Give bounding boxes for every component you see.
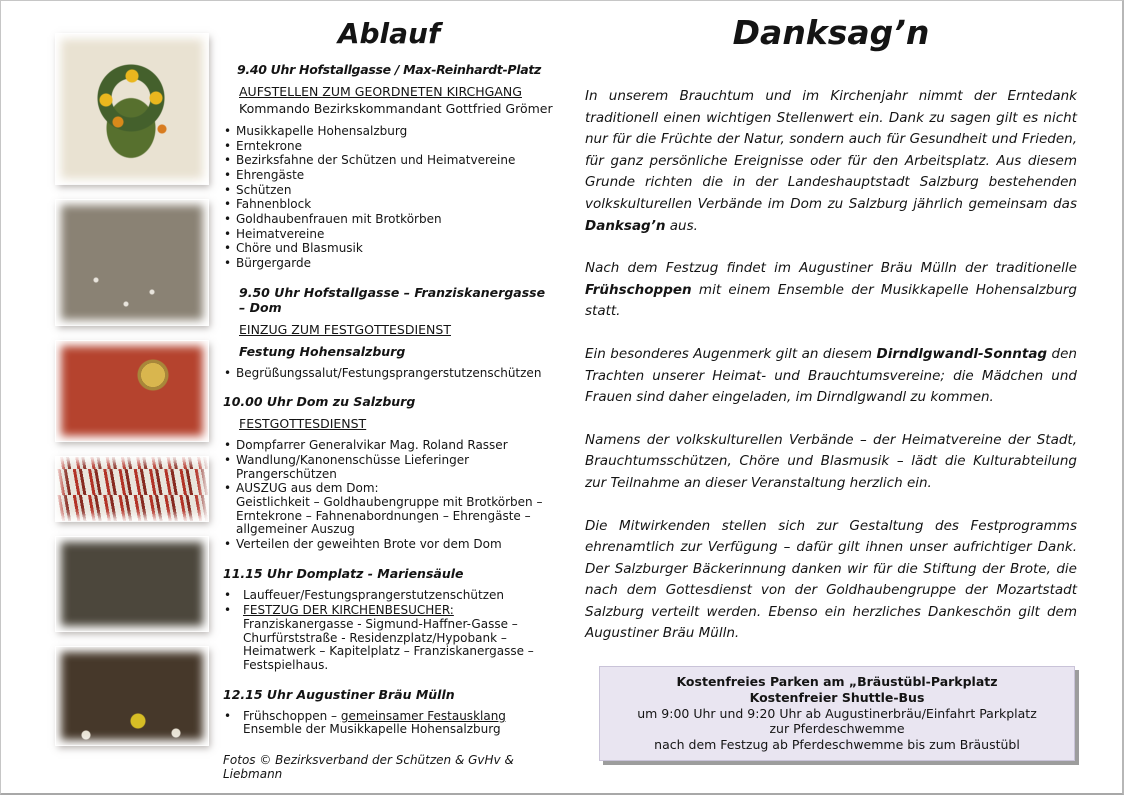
list-item: • Verteilen der geweihten Brote vor dem Dom xyxy=(223,538,555,552)
info-line-rueckfahrt: nach dem Festzug ab Pferdeschwemme bis zum Bräustübl xyxy=(654,737,1020,753)
kirchgang-list xyxy=(223,125,555,271)
photo-strip xyxy=(56,34,208,745)
photo-congregation-dom xyxy=(56,200,208,325)
festzug-route: Franziskanergasse - Sigmund-Haffner-Gasse – Churfürststraße - Residenzplatz/Hypobank – Heimatwerk – Kapitelplatz – Franziskanergasse – Festspielhaus. xyxy=(243,617,534,673)
info-line-parken: Kostenfreies Parken am „Bräustübl-Parkplatz xyxy=(676,674,998,690)
section-950-subtitle: Festung Hohensalzburg xyxy=(239,343,406,359)
list-item: • Lauffeuer/Festungsprangerstutzenschützen xyxy=(223,589,555,603)
list-item: • Bezirksfahne der Schützen und Heimatvereine xyxy=(223,154,555,168)
p1-bold: Danksag’n xyxy=(585,217,666,234)
festzug-title: • FESTZUG DER KIRCHENBESUCHER: xyxy=(243,603,454,618)
list-item: • Musikkapelle Hohensalzburg xyxy=(223,125,555,139)
fruehschoppen-lead: Frühschoppen – xyxy=(243,708,341,723)
p1-end: aus. xyxy=(665,217,698,234)
section-940-heading: 9.40 Uhr Hofstallgasse / Max-Reinhardt-Platz xyxy=(236,62,541,77)
p3-bold: Dirndlgwandl-Sonntag xyxy=(876,345,1048,362)
p2-text: Nach dem Festzug findet im Augustiner Bräu Mülln der traditionelle xyxy=(585,260,1077,277)
section-1000-subheading: FESTGOTTESDIENST xyxy=(239,416,367,432)
photo-festzug-erntekrone xyxy=(56,341,208,441)
shuttle-info-box xyxy=(599,666,1075,761)
info-line-times: um 9:00 Uhr und 9:20 Uhr ab Augustinerbräu/Einfahrt Parkplatz xyxy=(637,705,1037,721)
p1-text: In unserem Brauchtum und im Kirchenjahr nimmt der Erntedank traditionell einen wichtigen Stellenwert ein. Dank zu sagen gilt es nicht nur für die Früchte der Natur, sondern auch für Gesundheit und Frieden, für ganz persönliche Ereignisse oder für den Arbeitsplatz. Aus diesem Grunde richten die in der Landeshauptstadt Salzburg bestehenden volkskulturellen Verbände im Dom zu Salzburg jährlich gemeinsam das xyxy=(585,88,1077,212)
list-item: • Begrüßungssalut/Festungsprangerstutzenschützen xyxy=(223,367,555,381)
ablauf-title: Ablauf xyxy=(337,17,441,50)
p3-text: Ein besonderes Augenmerk gilt an diesem xyxy=(585,345,877,362)
photo-beer-garden xyxy=(56,647,208,745)
list-item-auszug xyxy=(223,482,555,537)
ensemble-line: Ensemble der Musikkapelle Hohensalzburg xyxy=(243,722,501,737)
fruehschoppen-list xyxy=(223,710,555,737)
photo-schuetzen-marching xyxy=(56,537,208,631)
list-item: • Dompfarrer Generalvikar Mag. Roland Rasser xyxy=(223,439,555,453)
list-item: • Erntekrone xyxy=(223,140,555,154)
festausklang-underlined: gemeinsamer Festausklang xyxy=(340,708,506,723)
list-item-fruehschoppen xyxy=(223,710,555,737)
list-item: • Chöre und Blasmusik xyxy=(223,242,555,256)
section-950-heading: 9.50 Uhr Hofstallgasse – Franziskanergasse – Dom xyxy=(239,284,546,315)
info-line-shuttle: Kostenfreier Shuttle-Bus xyxy=(749,689,925,705)
auszug-rest: Geistlichkeit – Goldhaubengruppe mit Brotkörben – Erntekrone – Fahnenabordnungen – Ehrengäste – allgemeiner Auszug xyxy=(236,495,543,537)
list-item: • Fahnenblock xyxy=(223,198,555,212)
list-item-festzug xyxy=(223,604,555,672)
danksagn-title: Danksag’n xyxy=(732,13,930,52)
paragraph-einladung: Namens der volkskulturellen Verbände – der Heimatvereine der Stadt, Brauchtumsschützen, Chöre und Blasmusik – lädt die Kulturabteilung zur Teilnahme an dieser Veranstaltung herzlich ein. xyxy=(585,431,1077,491)
info-line-pferdeschwemme: zur Pferdeschwemme xyxy=(769,721,905,737)
einzug-list xyxy=(223,367,555,381)
section-950-subheading: EINZUG ZUM FESTGOTTESDIENST xyxy=(239,321,451,337)
section-1000-heading: 10.00 Uhr Dom zu Salzburg xyxy=(223,394,416,410)
paragraph-intro xyxy=(585,86,1077,237)
section-940-subheading: AUFSTELLEN ZUM GEORDNETEN KIRCHGANG xyxy=(239,84,522,99)
list-item: • Schützen xyxy=(223,184,555,198)
section-1215-heading: 12.15 Uhr Augustiner Bräu Mülln xyxy=(223,686,455,702)
section-1115-heading: 11.15 Uhr Domplatz - Mariensäule xyxy=(223,565,464,581)
domplatz-list xyxy=(223,589,555,673)
paragraph-dirndlgwandl xyxy=(585,344,1077,409)
p2-bold: Frühschoppen xyxy=(585,281,692,298)
list-item: • Ehrengäste xyxy=(223,169,555,183)
photo-altar-erntekrone xyxy=(56,34,208,184)
ablauf-column xyxy=(223,17,555,781)
photo-drummers xyxy=(56,457,208,521)
list-item: • Wandlung/Kanonenschüsse Lieferinger Prangerschützen xyxy=(223,454,555,481)
list-item: • Goldhaubenfrauen mit Brotkörben xyxy=(223,213,555,227)
p2-end: mit einem Ensemble der Musikkapelle Hohensalzburg statt. xyxy=(585,281,1077,320)
paragraph-fruehschoppen xyxy=(585,258,1077,323)
photo-credit: Fotos © Bezirksverband der Schützen & GvHv & Liebmann xyxy=(223,753,514,782)
festgottesdienst-list xyxy=(223,439,555,551)
auszug-lead: • AUSZUG aus dem Dom: xyxy=(236,481,379,496)
paragraph-dank: Die Mitwirkenden stellen sich zur Gestaltung des Festprogramms ehrenamtlich zur Verfügung – dafür gilt ihnen unser aufrichtiger Dank. Der Salzburger Bäckerinnung danken wir für die Stiftung der Brote, die nach dem Gottesdienst von der Goldhaubengruppe der Mozartstadt Salzburg verteilt werden. Ebenso ein herzliches Dankeschön gilt dem Augustiner Bräu Mülln. xyxy=(585,517,1077,642)
p3-end: den Trachten unserer Heimat- und Brauchtumsvereine; die Mädchen und Frauen sind daher eingeladen, im Dirndlgwandl zu kommen. xyxy=(585,345,1077,406)
list-item: • Heimatvereine xyxy=(223,228,555,242)
list-item: • Bürgergarde xyxy=(223,257,555,271)
danksagn-column xyxy=(585,13,1077,761)
section-940-subline: Kommando Bezirkskommandant Gottfried Grömer xyxy=(239,101,553,116)
